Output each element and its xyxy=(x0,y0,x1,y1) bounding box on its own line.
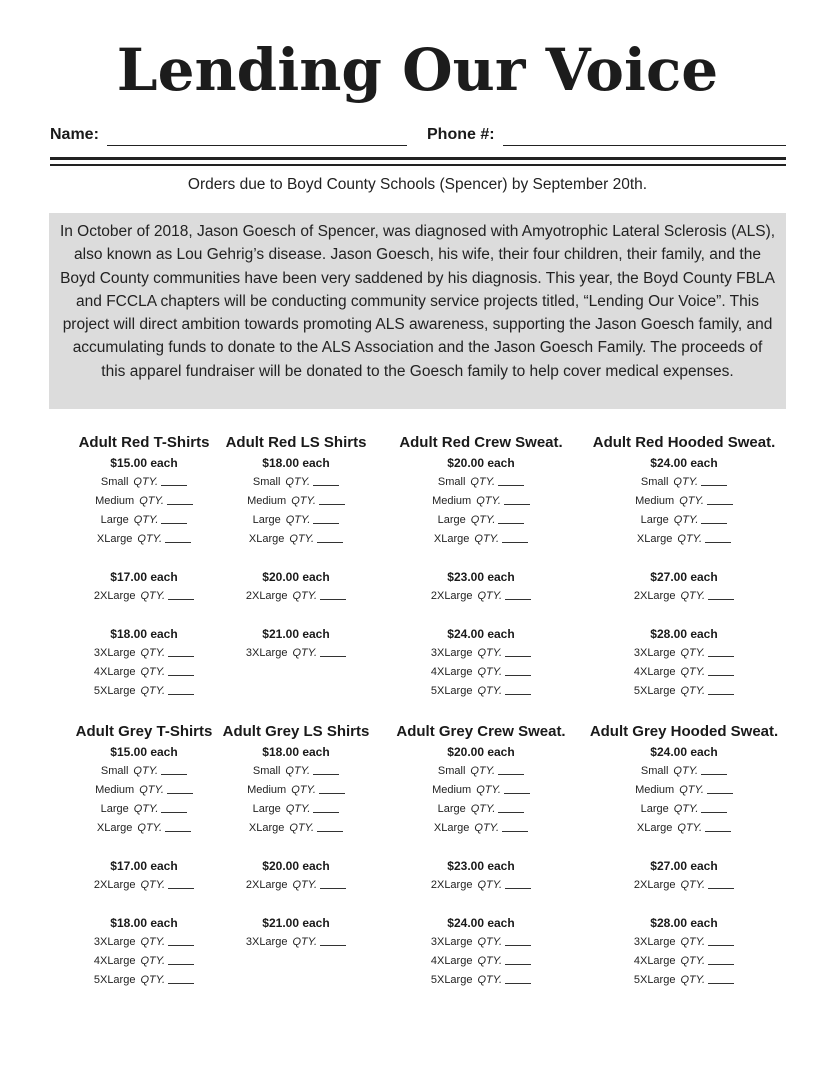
size-row xyxy=(49,663,239,682)
size-row xyxy=(201,819,391,838)
qty-field[interactable] xyxy=(317,821,343,832)
size-label: 4XLarge xyxy=(93,955,136,967)
qty-field[interactable] xyxy=(313,764,339,775)
qty-label: QTY. xyxy=(470,514,496,526)
price-label: $20.00 each xyxy=(447,456,515,470)
qty-label: QTY. xyxy=(140,666,166,678)
price-label: $28.00 each xyxy=(650,627,718,641)
price-label: $18.00 each xyxy=(110,627,178,641)
qty-label: QTY. xyxy=(140,685,166,697)
size-label: 3XLarge xyxy=(633,936,676,948)
group-spacer xyxy=(589,549,779,568)
size-label: 3XLarge xyxy=(245,647,288,659)
size-label: Large xyxy=(100,514,129,526)
size-label: 3XLarge xyxy=(245,936,288,948)
product-column xyxy=(201,721,391,952)
size-label: 2XLarge xyxy=(245,590,288,602)
product-column xyxy=(386,432,576,701)
size-row xyxy=(589,971,779,990)
qty-field[interactable] xyxy=(168,684,194,695)
qty-label: QTY. xyxy=(477,936,503,948)
size-row xyxy=(201,644,391,663)
qty-label: QTY. xyxy=(680,955,706,967)
size-label: Medium xyxy=(635,495,675,507)
price-label: $27.00 each xyxy=(650,859,718,873)
size-label: Small xyxy=(437,765,466,777)
qty-field[interactable] xyxy=(504,494,530,505)
qty-field[interactable] xyxy=(505,646,531,657)
qty-label: QTY. xyxy=(680,590,706,602)
qty-field[interactable] xyxy=(505,665,531,676)
qty-label: QTY. xyxy=(285,803,311,815)
qty-label: QTY. xyxy=(140,936,166,948)
qty-label: QTY. xyxy=(477,879,503,891)
size-row xyxy=(589,781,779,800)
qty-label: QTY. xyxy=(477,955,503,967)
qty-label: QTY. xyxy=(285,476,311,488)
size-row xyxy=(201,933,391,952)
price-label: $24.00 each xyxy=(650,745,718,759)
size-label: Large xyxy=(640,514,669,526)
price-label: $23.00 each xyxy=(447,859,515,873)
qty-label: QTY. xyxy=(477,666,503,678)
size-label: 2XLarge xyxy=(430,590,473,602)
qty-field[interactable] xyxy=(708,935,734,946)
size-row xyxy=(589,663,779,682)
phone-field[interactable] xyxy=(503,145,786,146)
size-row xyxy=(49,682,239,701)
price-label: $18.00 each xyxy=(262,456,330,470)
qty-field[interactable] xyxy=(161,802,187,813)
qty-label: QTY. xyxy=(679,784,704,796)
product-title: Adult Grey LS Shirts xyxy=(222,723,370,740)
size-label: 2XLarge xyxy=(633,879,676,891)
qty-field[interactable] xyxy=(701,764,727,775)
qty-label: QTY. xyxy=(476,495,501,507)
qty-field[interactable] xyxy=(320,935,346,946)
qty-field[interactable] xyxy=(705,532,731,543)
group-spacer xyxy=(201,838,391,857)
size-label: Medium xyxy=(432,495,472,507)
group-spacer xyxy=(386,606,576,625)
size-row xyxy=(589,473,779,492)
size-label: Medium xyxy=(635,784,675,796)
group-spacer xyxy=(201,549,391,568)
qty-field[interactable] xyxy=(498,475,524,486)
qty-label: QTY. xyxy=(133,514,159,526)
size-label: 4XLarge xyxy=(430,955,473,967)
size-label: 5XLarge xyxy=(430,685,473,697)
size-row xyxy=(589,511,779,530)
qty-field[interactable] xyxy=(161,513,187,524)
group-spacer xyxy=(589,838,779,857)
size-label: 3XLarge xyxy=(430,647,473,659)
size-label: XLarge xyxy=(636,822,673,834)
price-label: $24.00 each xyxy=(447,916,515,930)
qty-label: QTY. xyxy=(477,685,503,697)
size-row xyxy=(386,492,576,511)
product-column xyxy=(201,432,391,663)
qty-field[interactable] xyxy=(502,532,528,543)
price-label: $20.00 each xyxy=(447,745,515,759)
price-label: $21.00 each xyxy=(262,627,330,641)
price-label: $18.00 each xyxy=(110,916,178,930)
qty-field[interactable] xyxy=(167,783,193,794)
size-label: Medium xyxy=(247,495,287,507)
size-label: 3XLarge xyxy=(93,647,136,659)
size-label: Small xyxy=(100,765,129,777)
qty-label: QTY. xyxy=(292,879,318,891)
qty-label: QTY. xyxy=(477,590,503,602)
qty-field[interactable] xyxy=(317,532,343,543)
size-label: 2XLarge xyxy=(93,879,136,891)
contact-fields xyxy=(50,126,788,152)
size-label: Medium xyxy=(95,784,135,796)
qty-label: QTY. xyxy=(291,495,316,507)
qty-label: QTY. xyxy=(292,647,318,659)
qty-label: QTY. xyxy=(477,647,503,659)
name-field[interactable] xyxy=(107,145,407,146)
qty-field[interactable] xyxy=(313,513,339,524)
qty-label: QTY. xyxy=(292,936,318,948)
qty-label: QTY. xyxy=(140,647,166,659)
product-column xyxy=(589,721,779,990)
size-label: Small xyxy=(640,476,669,488)
size-label: Large xyxy=(252,514,281,526)
size-label: Small xyxy=(252,476,281,488)
qty-field[interactable] xyxy=(504,783,530,794)
qty-field[interactable] xyxy=(708,684,734,695)
qty-label: QTY. xyxy=(137,822,163,834)
size-row xyxy=(49,952,239,971)
group-spacer xyxy=(386,895,576,914)
price-label: $20.00 each xyxy=(262,570,330,584)
size-label: Small xyxy=(640,765,669,777)
price-label: $20.00 each xyxy=(262,859,330,873)
size-label: Small xyxy=(252,765,281,777)
size-label: Large xyxy=(437,514,466,526)
price-label: $17.00 each xyxy=(110,570,178,584)
size-row xyxy=(589,492,779,511)
qty-label: QTY. xyxy=(133,803,159,815)
qty-field[interactable] xyxy=(701,475,727,486)
qty-label: QTY. xyxy=(470,803,496,815)
qty-field[interactable] xyxy=(498,764,524,775)
size-row xyxy=(589,587,779,606)
product-title: Adult Grey Crew Sweat. xyxy=(396,723,566,740)
size-label: 4XLarge xyxy=(430,666,473,678)
size-row xyxy=(386,819,576,838)
size-label: 2XLarge xyxy=(93,590,136,602)
qty-field[interactable] xyxy=(701,802,727,813)
size-row xyxy=(589,762,779,781)
size-label: 4XLarge xyxy=(93,666,136,678)
qty-field[interactable] xyxy=(168,878,194,889)
size-row xyxy=(201,781,391,800)
qty-field[interactable] xyxy=(505,684,531,695)
qty-label: QTY. xyxy=(140,590,166,602)
qty-field[interactable] xyxy=(705,821,731,832)
size-row xyxy=(386,952,576,971)
size-label: 5XLarge xyxy=(633,685,676,697)
size-label: Large xyxy=(100,803,129,815)
size-label: 3XLarge xyxy=(430,936,473,948)
size-row xyxy=(386,781,576,800)
qty-field[interactable] xyxy=(313,475,339,486)
price-label: $15.00 each xyxy=(110,456,178,470)
qty-field[interactable] xyxy=(161,475,187,486)
qty-label: QTY. xyxy=(140,955,166,967)
qty-field[interactable] xyxy=(701,513,727,524)
size-label: XLarge xyxy=(248,533,285,545)
size-label: Medium xyxy=(247,784,287,796)
qty-field[interactable] xyxy=(707,494,733,505)
size-row xyxy=(386,682,576,701)
qty-label: QTY. xyxy=(137,533,163,545)
qty-label: QTY. xyxy=(289,533,315,545)
size-row xyxy=(201,876,391,895)
qty-label: QTY. xyxy=(477,974,503,986)
qty-label: QTY. xyxy=(680,974,706,986)
group-spacer xyxy=(386,838,576,857)
qty-field[interactable] xyxy=(505,935,531,946)
qty-label: QTY. xyxy=(139,784,164,796)
phone-label: Phone #: xyxy=(427,126,495,143)
price-label: $23.00 each xyxy=(447,570,515,584)
qty-label: QTY. xyxy=(677,533,703,545)
qty-field[interactable] xyxy=(320,589,346,600)
product-title: Adult Red LS Shirts xyxy=(225,434,367,451)
page-title: Lending Our Voice xyxy=(116,36,719,104)
size-label: XLarge xyxy=(433,533,470,545)
qty-label: QTY. xyxy=(680,666,706,678)
qty-field[interactable] xyxy=(167,494,193,505)
group-spacer xyxy=(386,549,576,568)
size-label: 3XLarge xyxy=(93,936,136,948)
qty-field[interactable] xyxy=(168,973,194,984)
qty-label: QTY. xyxy=(133,476,159,488)
size-row xyxy=(589,819,779,838)
size-label: Small xyxy=(100,476,129,488)
qty-label: QTY. xyxy=(673,765,699,777)
price-label: $15.00 each xyxy=(110,745,178,759)
product-column xyxy=(589,432,779,701)
qty-field[interactable] xyxy=(319,494,345,505)
qty-label: QTY. xyxy=(680,936,706,948)
qty-field[interactable] xyxy=(165,821,191,832)
product-title: Adult Grey Hooded Sweat. xyxy=(589,723,779,740)
size-label: Large xyxy=(640,803,669,815)
qty-field[interactable] xyxy=(165,532,191,543)
group-spacer xyxy=(201,895,391,914)
product-column xyxy=(386,721,576,990)
product-title: Adult Red Hooded Sweat. xyxy=(592,434,776,451)
price-label: $24.00 each xyxy=(650,456,718,470)
price-label: $24.00 each xyxy=(447,627,515,641)
qty-label: QTY. xyxy=(291,784,316,796)
qty-field[interactable] xyxy=(320,646,346,657)
qty-label: QTY. xyxy=(673,514,699,526)
size-label: XLarge xyxy=(96,822,133,834)
qty-field[interactable] xyxy=(161,764,187,775)
size-label: 4XLarge xyxy=(633,666,676,678)
size-row xyxy=(589,644,779,663)
group-spacer xyxy=(201,606,391,625)
qty-field[interactable] xyxy=(505,973,531,984)
size-row xyxy=(386,971,576,990)
size-row xyxy=(201,511,391,530)
size-label: 2XLarge xyxy=(633,590,676,602)
price-label: $21.00 each xyxy=(262,916,330,930)
qty-field[interactable] xyxy=(320,878,346,889)
size-label: XLarge xyxy=(636,533,673,545)
qty-label: QTY. xyxy=(680,879,706,891)
qty-label: QTY. xyxy=(474,822,500,834)
price-label: $27.00 each xyxy=(650,570,718,584)
qty-field[interactable] xyxy=(708,589,734,600)
qty-label: QTY. xyxy=(285,514,311,526)
size-label: 2XLarge xyxy=(245,879,288,891)
qty-label: QTY. xyxy=(140,879,166,891)
name-label: Name: xyxy=(50,126,99,143)
size-row xyxy=(386,762,576,781)
size-label: 3XLarge xyxy=(633,647,676,659)
size-row xyxy=(201,587,391,606)
size-row xyxy=(386,473,576,492)
size-row xyxy=(386,663,576,682)
size-row xyxy=(201,800,391,819)
qty-field[interactable] xyxy=(505,589,531,600)
size-label: Small xyxy=(437,476,466,488)
size-label: 4XLarge xyxy=(633,955,676,967)
qty-field[interactable] xyxy=(168,646,194,657)
size-label: 5XLarge xyxy=(93,974,136,986)
size-label: 5XLarge xyxy=(633,974,676,986)
qty-label: QTY. xyxy=(289,822,315,834)
size-row xyxy=(201,492,391,511)
qty-label: QTY. xyxy=(680,647,706,659)
price-label: $18.00 each xyxy=(262,745,330,759)
product-title: Adult Grey T-Shirts xyxy=(75,723,213,740)
size-label: Large xyxy=(437,803,466,815)
size-label: XLarge xyxy=(96,533,133,545)
size-row xyxy=(589,800,779,819)
qty-field[interactable] xyxy=(498,513,524,524)
qty-field[interactable] xyxy=(708,973,734,984)
size-row xyxy=(386,933,576,952)
qty-field[interactable] xyxy=(505,878,531,889)
qty-field[interactable] xyxy=(168,665,194,676)
size-row xyxy=(386,587,576,606)
intro-paragraph: In October of 2018, Jason Goesch of Spencer, was diagnosed with Amyotrophic Lateral Sclerosis (ALS), also known as Lou Gehrig’s disease. Jason Goesch, his wife, their four children, their family, and the Boyd County communities have been very saddened by his diagnosis. This year, the Boyd County FBLA and FCCLA chapters will be conducting community service projects titled, “Lending Our Voice”. This project will direct ambition towards promoting ALS awareness, supporting the Jason Goesch family, and accumulating funds to donate to the ALS Association and the Jason Goesch Family. The proceeds of this apparel fundraiser will be donated to the Goesch family to help cover medical expenses. xyxy=(49,213,786,409)
qty-field[interactable] xyxy=(168,935,194,946)
group-spacer xyxy=(589,606,779,625)
divider-thick xyxy=(50,157,786,160)
group-spacer xyxy=(589,895,779,914)
size-label: Medium xyxy=(432,784,472,796)
size-row xyxy=(589,933,779,952)
qty-field[interactable] xyxy=(313,802,339,813)
due-note: Orders due to Boyd County Schools (Spencer) by September 20th. xyxy=(187,176,648,193)
qty-label: QTY. xyxy=(677,822,703,834)
qty-label: QTY. xyxy=(133,765,159,777)
size-row xyxy=(386,644,576,663)
size-row xyxy=(201,762,391,781)
qty-label: QTY. xyxy=(673,476,699,488)
price-label: $17.00 each xyxy=(110,859,178,873)
qty-field[interactable] xyxy=(707,783,733,794)
qty-label: QTY. xyxy=(673,803,699,815)
product-title: Adult Red Crew Sweat. xyxy=(399,434,563,451)
size-label: Large xyxy=(252,803,281,815)
qty-label: QTY. xyxy=(470,765,496,777)
size-row xyxy=(49,971,239,990)
qty-label: QTY. xyxy=(292,590,318,602)
qty-field[interactable] xyxy=(319,783,345,794)
qty-label: QTY. xyxy=(680,685,706,697)
qty-label: QTY. xyxy=(139,495,164,507)
size-row xyxy=(386,800,576,819)
size-label: Medium xyxy=(95,495,135,507)
qty-field[interactable] xyxy=(498,802,524,813)
qty-field[interactable] xyxy=(708,665,734,676)
price-label: $28.00 each xyxy=(650,916,718,930)
size-row xyxy=(201,530,391,549)
qty-field[interactable] xyxy=(502,821,528,832)
divider-thin xyxy=(50,164,786,166)
product-title: Adult Red T-Shirts xyxy=(78,434,210,451)
size-label: XLarge xyxy=(433,822,470,834)
qty-field[interactable] xyxy=(708,954,734,965)
size-row xyxy=(386,876,576,895)
qty-field[interactable] xyxy=(708,646,734,657)
qty-label: QTY. xyxy=(470,476,496,488)
size-row xyxy=(386,511,576,530)
qty-label: QTY. xyxy=(474,533,500,545)
size-row xyxy=(589,876,779,895)
qty-label: QTY. xyxy=(679,495,704,507)
qty-field[interactable] xyxy=(168,589,194,600)
size-row xyxy=(589,952,779,971)
qty-label: QTY. xyxy=(476,784,501,796)
size-row xyxy=(589,530,779,549)
qty-field[interactable] xyxy=(708,878,734,889)
size-label: XLarge xyxy=(248,822,285,834)
size-label: 5XLarge xyxy=(430,974,473,986)
size-row xyxy=(201,473,391,492)
qty-label: QTY. xyxy=(285,765,311,777)
size-row xyxy=(386,530,576,549)
size-row xyxy=(589,682,779,701)
size-label: 2XLarge xyxy=(430,879,473,891)
qty-field[interactable] xyxy=(505,954,531,965)
qty-field[interactable] xyxy=(168,954,194,965)
qty-label: QTY. xyxy=(140,974,166,986)
size-label: 5XLarge xyxy=(93,685,136,697)
